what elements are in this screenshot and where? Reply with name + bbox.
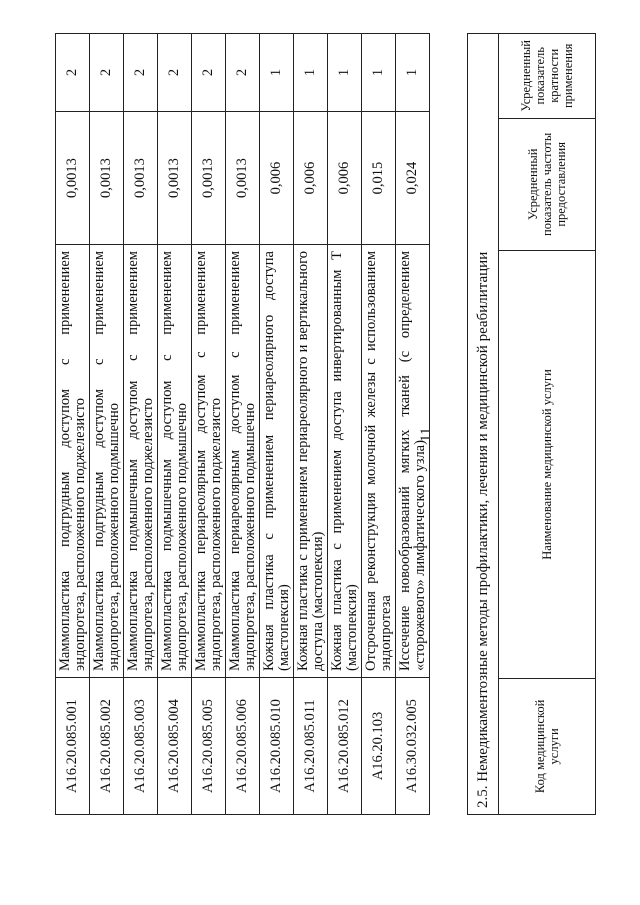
service-code: A16.20.085.011 (294, 678, 328, 815)
service-name: Кожная пластика с применением периареолярного и вертикального доступа (мастопексия) (294, 245, 328, 678)
service-frequency: 0,006 (328, 112, 362, 245)
service-multiplicity: 1 (294, 34, 328, 112)
service-frequency: 0,015 (362, 112, 396, 245)
service-multiplicity: 2 (192, 34, 226, 112)
service-frequency: 0,0013 (192, 112, 226, 245)
service-frequency: 0,0013 (90, 112, 124, 245)
service-code: A16.20.085.005 (192, 678, 226, 815)
service-frequency: 0,0013 (226, 112, 260, 245)
service-name: Маммопластика подгрудным доступом с применением эндопротеза, расположенного подмышечно (90, 245, 124, 678)
section-title: 2.5. Немедикаментозные методы профилактики, лечения и медицинской реабилитации (468, 34, 499, 815)
service-code: A16.20.085.004 (158, 678, 192, 815)
table-row (90, 34, 124, 815)
page-number: 11 (418, 427, 434, 442)
service-code: A16.20.085.010 (260, 678, 294, 815)
service-multiplicity: 1 (396, 34, 430, 112)
service-code: A16.20.085.001 (56, 678, 90, 815)
service-multiplicity: 2 (158, 34, 192, 112)
service-multiplicity: 1 (260, 34, 294, 112)
service-multiplicity: 2 (90, 34, 124, 112)
header-name: Наименование медицинской услуги (499, 251, 596, 679)
service-code: A16.20.103 (362, 678, 396, 815)
service-name: Маммопластика подгрудным доступом с применением эндопротеза, расположенного поджелезисто (56, 245, 90, 678)
header-frequency: Усредненный показатель частоты предоставления (499, 118, 596, 250)
service-frequency: 0,006 (260, 112, 294, 245)
table-row (260, 34, 294, 815)
service-multiplicity: 2 (124, 34, 158, 112)
service-name: Отсроченная реконструкция молочной железы с использованием эндопротеза (362, 245, 396, 678)
service-code: A16.20.085.002 (90, 678, 124, 815)
table-row (124, 34, 158, 815)
table-row (226, 34, 260, 815)
service-name: Кожная пластика с применением доступа инвертированным Т (мастопексия) (328, 245, 362, 678)
table-row (294, 34, 328, 815)
service-frequency: 0,024 (396, 112, 430, 245)
service-name: Маммопластика подмышечным доступом с применением эндопротеза, расположенного подмышечно (158, 245, 192, 678)
table-row (328, 34, 362, 815)
header-code: Код медицинской услуги (499, 678, 596, 814)
service-frequency: 0,0013 (56, 112, 90, 245)
table-row (192, 34, 226, 815)
service-multiplicity: 1 (362, 34, 396, 112)
service-code: A16.30.032.005 (396, 678, 430, 815)
service-code: A16.20.085.003 (124, 678, 158, 815)
table-row (396, 34, 430, 815)
service-multiplicity: 2 (56, 34, 90, 112)
header-multiplicity: Усредненный показатель кратности применения (499, 34, 596, 119)
section-table (467, 33, 596, 815)
table-row (362, 34, 396, 815)
service-multiplicity: 2 (226, 34, 260, 112)
service-name: Маммопластика периареолярным доступом с применением эндопротеза, расположенного подмышечно (226, 245, 260, 678)
table-row (56, 34, 90, 815)
service-name: Маммопластика подмышечным доступом с применением эндопротеза, расположенного поджелезисто (124, 245, 158, 678)
service-code: A16.20.085.006 (226, 678, 260, 815)
service-frequency: 0,0013 (124, 112, 158, 245)
service-name: Кожная пластика с применением периареолярного доступа (мастопексия) (260, 245, 294, 678)
service-frequency: 0,006 (294, 112, 328, 245)
service-multiplicity: 1 (328, 34, 362, 112)
service-name: Маммопластика периареолярным доступом с применением эндопротеза, расположенного поджелезисто (192, 245, 226, 678)
services-table (55, 33, 430, 815)
service-name: Иссечение новообразований мягких тканей (с определением «сторожевого» лимфатического узла) (396, 245, 430, 678)
table-row (158, 34, 192, 815)
service-frequency: 0,0013 (158, 112, 192, 245)
service-code: A16.20.085.012 (328, 678, 362, 815)
